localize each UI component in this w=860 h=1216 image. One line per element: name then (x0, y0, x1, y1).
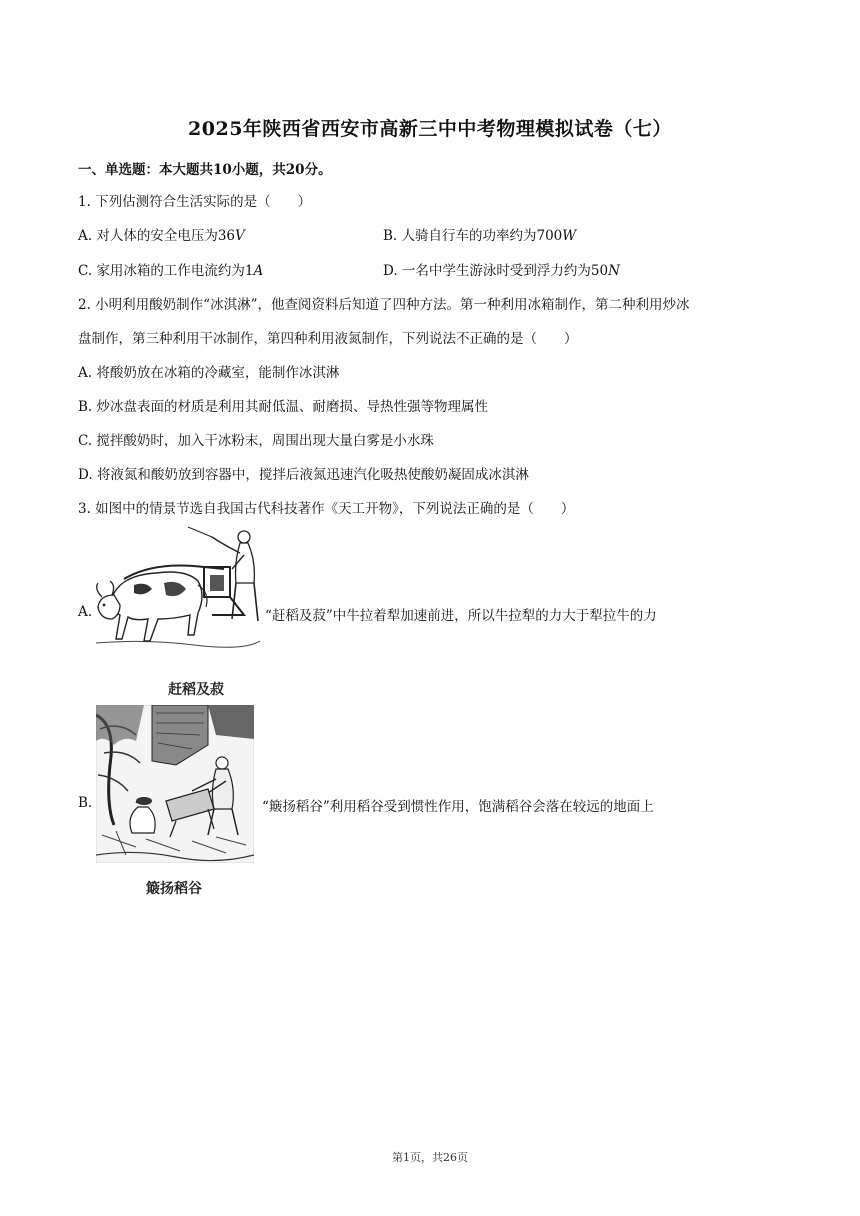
section-heading: 一、单选题：本大题共10小题，共20分。 (78, 162, 332, 178)
q1-option-b (383, 224, 576, 244)
winnowing-grain-illustration (96, 705, 254, 863)
question-2-stem-line-2: 盘制作，第三种利用干冰制作，第四种利用液氮制作，下列说法不正确的是（ ） (78, 331, 578, 347)
q3-option-b-text: “簸扬稻谷”利用稻谷受到惯性作用，饱满稻谷会落在较远的地面上 (262, 799, 654, 815)
question-2-stem-line-1: 2. 小明利用酸奶制作“冰淇淋”，他查阅资料后知道了四种方法。第一种利用冰箱制作，第二种利用炒冰 (78, 297, 690, 313)
q2-option-a: A. 将酸奶放在冰箱的冷藏室，能制作冰淇淋 (78, 365, 340, 381)
q3-option-b-prefix: B. (78, 795, 93, 811)
q3-option-a-prefix: A. (78, 604, 93, 620)
q1-option-a-text: A. 对人体的安全电压为36 (78, 228, 236, 244)
q1-option-d (383, 259, 620, 279)
q3-figure-b-caption: 簸扬稻谷 (146, 881, 202, 897)
q1-option-d-unit: N (608, 263, 620, 279)
plowing-ox-illustration (94, 523, 262, 663)
q1-option-a-unit: V (235, 228, 245, 244)
q1-option-c (78, 259, 263, 279)
q2-option-d: D. 将液氮和酸奶放到容器中，搅拌后液氮迅速汽化吸热使酸奶凝固成冰淇淋 (78, 467, 529, 483)
page-number-footer: 第1页，共26页 (392, 1151, 468, 1164)
q2-option-c: C. 搅拌酸奶时，加入干冰粉末，周围出现大量白雾是小水珠 (78, 433, 434, 449)
q1-option-c-text: C. 家用冰箱的工作电流约为1 (78, 263, 254, 279)
question-1-stem: 1. 下列估测符合生活实际的是（ ） (78, 194, 312, 210)
q2-option-b: B. 炒冰盘表面的材质是利用其耐低温、耐磨损、导热性强等物理属性 (78, 399, 489, 415)
question-3-stem: 3. 如图中的情景节选自我国古代科技著作《天工开物》，下列说法正确的是（ ） (78, 501, 575, 517)
q1-option-b-text: B. 人骑自行车的功率约为700 (383, 228, 563, 244)
q1-option-c-unit: A (253, 263, 264, 279)
q3-figure-a-caption: 赶稻及菽 (168, 682, 224, 698)
q1-option-a (78, 224, 245, 244)
q3-option-a-text: “赶稻及菽”中牛拉着犁加速前进，所以牛拉犁的力大于犁拉牛的力 (265, 608, 657, 624)
q1-option-d-text: D. 一名中学生游泳时受到浮力约为50 (383, 263, 609, 279)
q1-option-b-unit: W (562, 228, 577, 244)
page-title: 2025年陕西省西安市高新三中中考物理模拟试卷（七） (188, 118, 672, 140)
